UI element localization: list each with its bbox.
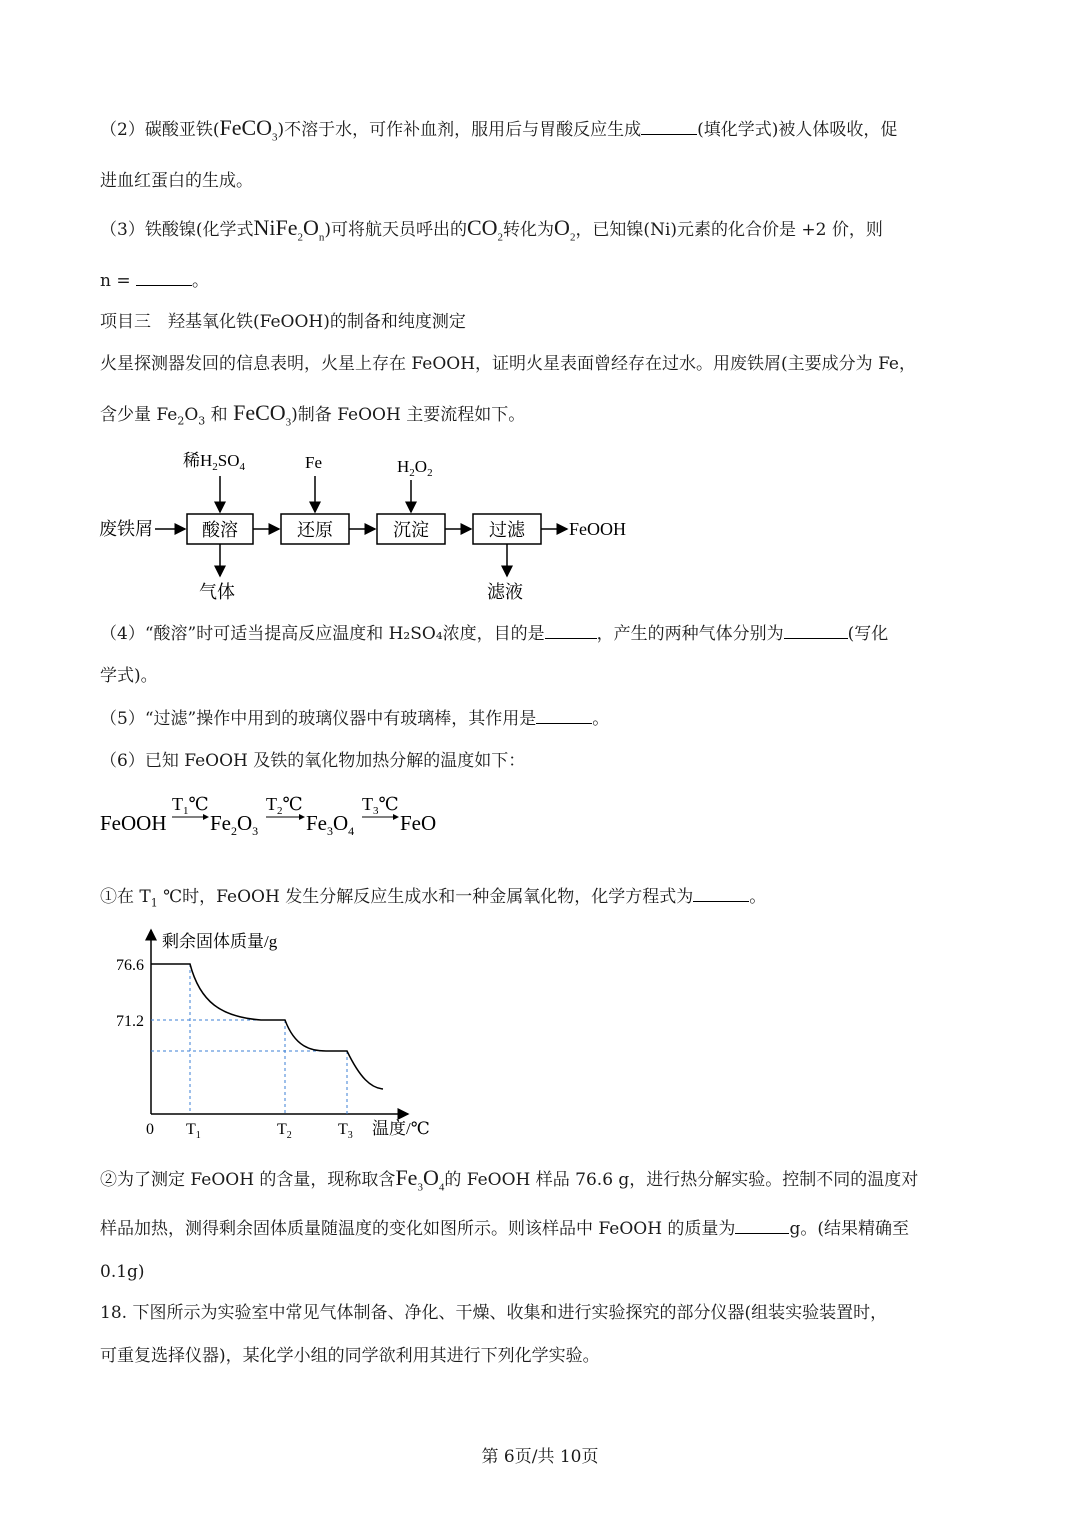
q3-text-e: 。 [192, 271, 210, 291]
project3-intro-text1: 火星探测器发回的信息表明，火星上存在 FeOOH，证明火星表面曾经存在过水。用废铁屑(主要成分为 Fe， [100, 354, 916, 374]
flow-step-acid: 酸溶 [202, 520, 238, 540]
chain-fe3o4 [306, 811, 354, 838]
co2-sub: 2 [497, 231, 504, 244]
q6-sub1-sub: 1 [150, 896, 158, 910]
feco3-main: FeCO [219, 115, 273, 140]
q6-sub2-text-d: g。(结果精确至 [789, 1219, 909, 1239]
page-number: 第 6页/共 10页 [481, 1447, 599, 1467]
q6-intro-text: （6）已知 FeOOH 及铁的氧化物加热分解的温度如下： [100, 751, 526, 771]
q2-answer-blank[interactable] [641, 118, 697, 135]
h2so4-b: SO [217, 451, 240, 470]
project3-heading-text: 项目三 羟基氧化铁(FeOOH)的制备和纯度测定 [100, 312, 466, 332]
q3-text-d: ，已知镍(Ni)元素的化合价是 +2 价，则 [575, 220, 883, 240]
chain-fe3o4-a: Fe [306, 811, 327, 835]
intro-text-d: )制备 FeOOH 主要流程如下。 [291, 405, 526, 425]
flow-step-filter: 过滤 [489, 520, 525, 540]
q2-text-c: (填化学式)被人体吸收，促 [697, 120, 898, 140]
decomposition-chain [100, 790, 460, 840]
flow-output-gas: 气体 [199, 582, 235, 602]
nife2on-formula [253, 215, 325, 244]
feco3-formula [219, 115, 278, 144]
q18-text-a: 18. 下图所示为实验室中常见气体制备、净化、干燥、收集和进行实验探究的部分仪器(组装实验装置时， [100, 1303, 888, 1323]
q6-intro [100, 750, 525, 772]
chart-guides [151, 964, 347, 1114]
flow-step-reduce: 还原 [297, 520, 333, 540]
q18-text-b: 可重复选择仪器)，某化学小组的同学欲利用其进行下列化学实验。 [100, 1346, 600, 1366]
intro-text-a: 含少量 Fe [100, 405, 178, 425]
q4-answer-blank-1[interactable] [545, 622, 597, 639]
chart-xtick-t1 [186, 1121, 201, 1141]
chart-ytick-71-2: 71.2 [116, 1013, 144, 1030]
feco3-sub: 3 [272, 131, 278, 144]
chain-fe2o3-sub1: 2 [231, 824, 237, 838]
nife2on-sub-a: 2 [297, 231, 303, 244]
q6-sub2-fe3o4-a: Fe [395, 1165, 418, 1190]
flow-reagent-h2o2 [397, 457, 433, 479]
h2so4-sub1: 2 [212, 461, 218, 473]
project3-intro-line1 [100, 353, 916, 375]
h2so4-a: 稀H [183, 451, 213, 470]
flow-reagent-h2so4 [183, 451, 246, 473]
q6-sub2-text-c: 样品加热，测得剩余固体质量随温度的变化如图所示。则该样品中 FeOOH 的质量为 [100, 1219, 736, 1239]
q6-sub2-fe3o4 [395, 1165, 445, 1194]
q3-text-c: 转化为 [503, 220, 555, 240]
q5-line [100, 707, 609, 730]
q2-line1 [100, 117, 897, 148]
q6-sub2-text-a: ②为了测定 FeOOH 的含量，现称取含 [100, 1170, 396, 1190]
nife2on-a: NiFe [253, 215, 298, 240]
chain-t1-deg: ℃ [188, 794, 209, 814]
project3-heading [100, 311, 466, 333]
o2-main: O [554, 215, 570, 240]
q4-text-c: (写化 [847, 624, 889, 644]
chain-fe2o3 [210, 811, 258, 838]
nife2on-sub-b: n [318, 231, 325, 244]
q2-text-d: 进血红蛋白的生成。 [100, 171, 253, 191]
q6-sub2-line1 [100, 1167, 918, 1198]
intro-sub1: 2 [177, 414, 185, 428]
chain-fe3o4-sub1: 3 [327, 824, 333, 838]
q6-sub2-text-b: 的 FeOOH 样品 76.6 g，进行热分解实验。控制不同的温度对 [444, 1170, 919, 1190]
process-flow-diagram [95, 448, 655, 608]
q6-sub2-answer-blank[interactable] [735, 1217, 789, 1234]
chain-temp-t3 [362, 794, 399, 817]
chart-ytick-76-6: 76.6 [116, 957, 144, 974]
q4-line2 [100, 665, 158, 687]
q3-line2 [100, 269, 209, 292]
chain-fe2o3-a: Fe [210, 811, 231, 835]
chain-t2-deg: ℃ [282, 794, 303, 814]
q5-text-a: （5）“过滤”操作中用到的玻璃仪器中有玻璃棒，其作用是 [100, 709, 537, 729]
chart-xtick-t2-main: T [277, 1121, 287, 1138]
chart-mass-curve [151, 964, 383, 1089]
q4-line1 [100, 622, 888, 645]
q5-text-b: 。 [592, 709, 610, 729]
q2-text-b: )不溶于水，可作补血剂，服用后与胃酸反应生成 [277, 120, 642, 140]
chart-y-label: 剩余固体质量/g [162, 932, 278, 951]
q4-answer-blank-2[interactable] [784, 622, 848, 639]
q4-text-b: ，产生的两种气体分别为 [596, 624, 784, 644]
chain-fe2o3-sub2: 3 [252, 824, 259, 838]
q4-text-d: 学式)。 [100, 666, 158, 686]
mass-temperature-chart [96, 922, 456, 1142]
chain-fe3o4-sub2: 4 [348, 824, 355, 838]
o2-formula [554, 215, 576, 244]
chain-t2: T [266, 794, 277, 814]
chart-xtick-t3-main: T [338, 1121, 348, 1138]
q6-sub2-text-e: 0.1g) [100, 1262, 145, 1282]
chain-t1: T [172, 794, 183, 814]
chart-xtick-t2-sub: 2 [286, 1130, 292, 1141]
chain-t3-deg: ℃ [378, 794, 399, 814]
q3-text-a: （3）铁酸镍(化学式 [100, 220, 254, 240]
h2o2-sub2: 2 [427, 467, 433, 479]
chain-temp-t2 [266, 794, 303, 817]
q4-text-a: （4）“酸溶”时可适当提高反应温度和 H₂SO₄浓度，目的是 [100, 624, 545, 644]
q6-sub2-fe3o4-b: O [422, 1165, 439, 1190]
nife2on-b: O [302, 215, 319, 240]
q6-sub1-text-a: ①在 T [100, 887, 151, 907]
q6-sub1-answer-blank[interactable] [693, 885, 749, 902]
q18-line2 [100, 1345, 600, 1367]
q6-sub2-line2 [100, 1217, 909, 1240]
chain-feo: FeO [400, 811, 437, 835]
chart-xtick-t1-sub: 1 [195, 1130, 201, 1141]
co2-main: CO [466, 215, 498, 240]
q3-text-b: )可将航天员呼出的 [324, 220, 467, 240]
intro-feco3-main: FeCO [233, 400, 286, 425]
h2o2-b: O [414, 457, 428, 476]
q5-answer-blank[interactable] [536, 707, 592, 724]
o2-sub: 2 [569, 231, 576, 244]
q6-sub2-fe3o4-sub2: 4 [438, 1181, 445, 1194]
h2so4-sub2: 4 [239, 461, 246, 473]
h2o2-a: H [397, 457, 410, 476]
q3-n-label: n = [100, 271, 131, 291]
q3-answer-blank[interactable] [136, 269, 192, 286]
flow-reagent-fe: Fe [305, 453, 322, 472]
q2-text-a: （2）碳酸亚铁( [100, 120, 220, 140]
intro-text-b: O [184, 405, 199, 425]
intro-feco3-sub: 3 [285, 416, 292, 429]
q3-line1 [100, 217, 883, 248]
co2-formula [466, 215, 504, 244]
chain-feooh: FeOOH [100, 811, 167, 835]
q6-sub2-fe3o4-sub1: 3 [417, 1181, 423, 1194]
flow-start-label: 废铁屑 [99, 519, 153, 539]
intro-text-c: 和 [205, 405, 234, 425]
q6-sub1-text-c: 。 [749, 887, 767, 907]
intro-feco3 [233, 400, 292, 429]
flow-output-filtrate: 滤液 [487, 582, 523, 602]
flow-step-precipitate: 沉淀 [393, 520, 429, 540]
chain-fe3o4-b: O [333, 811, 349, 835]
chain-t1-sub: 1 [183, 805, 189, 817]
q6-sub1-text-b: ℃时，FeOOH 发生分解反应生成水和一种金属氧化物，化学方程式为 [157, 887, 694, 907]
chain-fe2o3-b: O [237, 811, 253, 835]
chain-temp-t1 [172, 794, 209, 817]
q6-sub2-line3 [100, 1261, 145, 1283]
chart-xtick-t3 [338, 1121, 353, 1141]
chain-t3-sub: 3 [373, 805, 379, 817]
intro-sub2: 3 [198, 414, 206, 428]
q18-line1 [100, 1302, 887, 1324]
chart-xtick-t2 [277, 1121, 292, 1141]
chart-x-label: 温度/℃ [372, 1119, 430, 1138]
chart-origin-label: 0 [146, 1121, 154, 1138]
project3-intro-line2 [100, 402, 525, 433]
q6-sub1 [100, 885, 766, 914]
flow-end-label: FeOOH [569, 519, 626, 539]
chain-t3: T [362, 794, 373, 814]
chart-xtick-t3-sub: 3 [347, 1130, 353, 1141]
chain-t2-sub: 2 [277, 805, 283, 817]
h2o2-sub1: 2 [409, 467, 415, 479]
chart-xtick-t1-main: T [186, 1121, 196, 1138]
q2-line2 [100, 170, 253, 192]
